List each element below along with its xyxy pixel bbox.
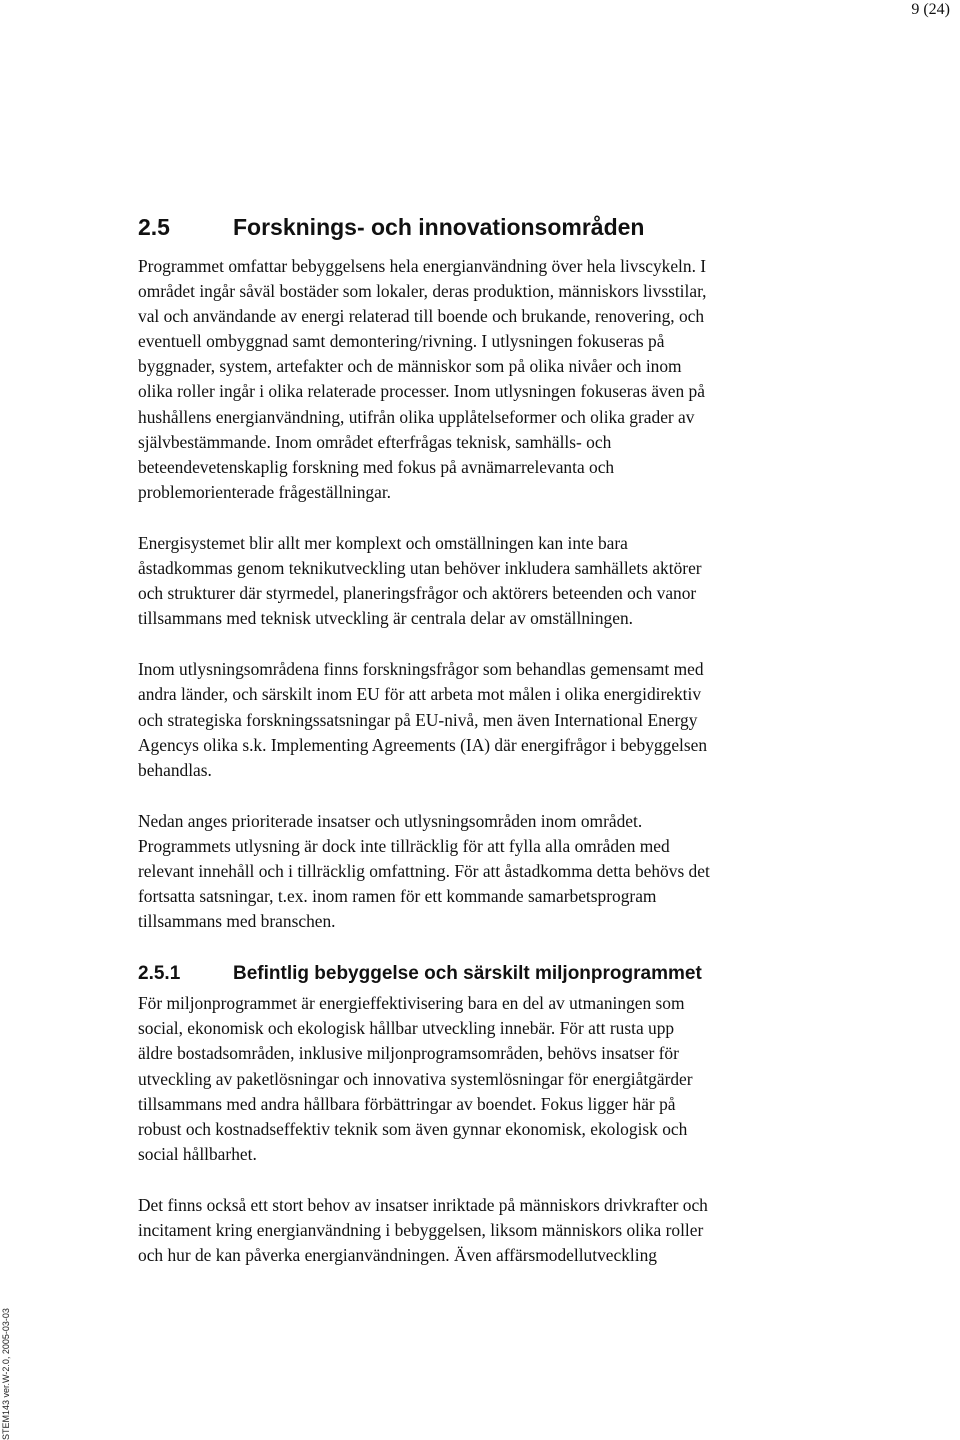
text-line: robust och kostnadseffektiv teknik som även gynnar ekonomisk, ekologisk och: [138, 1118, 688, 1139]
paragraph: [138, 657, 868, 782]
subsection-paragraphs: [138, 991, 868, 1268]
subsection-number: 2.5.1: [138, 963, 181, 985]
section-title: Forsknings- och innovationsområden: [233, 214, 645, 240]
paragraph: [138, 1193, 868, 1268]
text-line: området ingår såväl bostäder som lokaler, deras produktion, människors livsstilar,: [138, 281, 707, 302]
page-content: [138, 208, 868, 1268]
paragraph: [138, 991, 868, 1167]
text-line: andra länder, och särskilt inom EU för att arbeta mot målen i olika energidirektiv: [138, 684, 702, 705]
section-heading: [138, 208, 868, 246]
text-line: Energisystemet blir allt mer komplext och omställningen kan inte bara: [138, 532, 628, 553]
text-line: social hållbarhet.: [138, 1143, 257, 1164]
paragraph: [138, 531, 868, 631]
paragraph: [138, 254, 868, 505]
text-line: utveckling av paketlösningar och innovativa systemlösningar för energiåtgärder: [138, 1068, 693, 1089]
text-line: fortsatta satsningar, t.ex. inom ramen för ett kommande samarbetsprogram: [138, 886, 657, 907]
text-line: problemorienterade frågeställningar.: [138, 481, 392, 502]
text-line: tillsammans med branschen.: [138, 911, 336, 932]
text-line: beteendevetenskaplig forskning med fokus på avnämarrelevanta och: [138, 456, 615, 477]
subsection-heading: [138, 962, 868, 986]
subsection-title: Befintlig bebyggelse och särskilt miljonprogrammet: [233, 963, 702, 985]
text-line: Inom utlysningsområdena finns forskningsfrågor som behandlas gemensamt med: [138, 659, 704, 680]
text-line: tillsammans med andra hållbara förbättringar av boendet. Fokus ligger här på: [138, 1093, 676, 1114]
text-line: incitament kring energianvändning i bebyggelsen, liksom människors olika roller: [138, 1220, 704, 1240]
text-line: Nedan anges prioriterade insatser och utlysningsområden inom området.: [138, 810, 643, 831]
margin-stamp: [0, 1300, 14, 1440]
text-line: Programmet omfattar bebyggelsens hela energianvändning över hela livscykeln. I: [138, 256, 707, 276]
text-line: och strategiska forskningssatsningar på EU-nivå, men även International Energy: [138, 709, 698, 730]
text-line: eventuell ombyggnad samt demontering/rivning. I utlysningen fokuseras på: [138, 331, 665, 352]
text-line: Det finns också ett stort behov av insatser inriktade på människors drivkrafter och: [138, 1194, 708, 1215]
text-line: För miljonprogrammet är energieffektivisering bara en del av utmaningen som: [138, 993, 685, 1014]
text-line: byggnader, system, artefakter och de människor som på olika nivåer och inom: [138, 356, 682, 377]
text-line: och strukturer där styrmedel, planeringsfrågor och aktörers beteenden och vanor: [138, 583, 697, 604]
text-line: självbestämmande. Inom området efterfrågas teknisk, samhälls- och: [138, 431, 612, 452]
page-number: 9 (24): [911, 1, 950, 18]
intro-paragraphs: [138, 254, 868, 934]
text-line: Agencys olika s.k. Implementing Agreements (IA) där energifrågor i bebyggelsen: [138, 734, 708, 755]
text-line: olika roller ingår i olika relaterade processer. Inom utlysningen fokuseras även på: [138, 381, 705, 402]
text-line: äldre bostadsområden, inklusive miljonprogramsområden, behövs insatser för: [138, 1043, 679, 1064]
paragraph: [138, 809, 868, 934]
text-line: val och användande av energi relaterad till boende och brukande, renovering, och: [138, 306, 705, 327]
text-line: hushållens energianvändning, utifrån olika upplåtelseformer och olika grader av: [138, 406, 695, 427]
text-line: relevant innehåll och i tillräcklig omfattning. För att åstadkomma detta behövs det: [138, 860, 710, 881]
text-line: åstadkommas genom teknikutveckling utan behöver inkludera samhällets aktörer: [138, 558, 702, 579]
margin-stamp-text: STEM143 ver.W-2.0, 2005-03-03: [1, 1308, 11, 1440]
text-line: Programmets utlysning är dock inte tillräcklig för att fylla alla områden med: [138, 835, 670, 856]
text-line: behandlas.: [138, 759, 212, 780]
text-line: och hur de kan påverka energianvändningen. Även affärsmodellutveckling: [138, 1245, 657, 1266]
text-line: tillsammans med teknisk utveckling är centrala delar av omställningen.: [138, 608, 634, 629]
section-number: 2.5: [138, 214, 170, 240]
text-line: social, ekonomisk och ekologisk hållbar utveckling innebär. För att rusta upp: [138, 1018, 675, 1039]
